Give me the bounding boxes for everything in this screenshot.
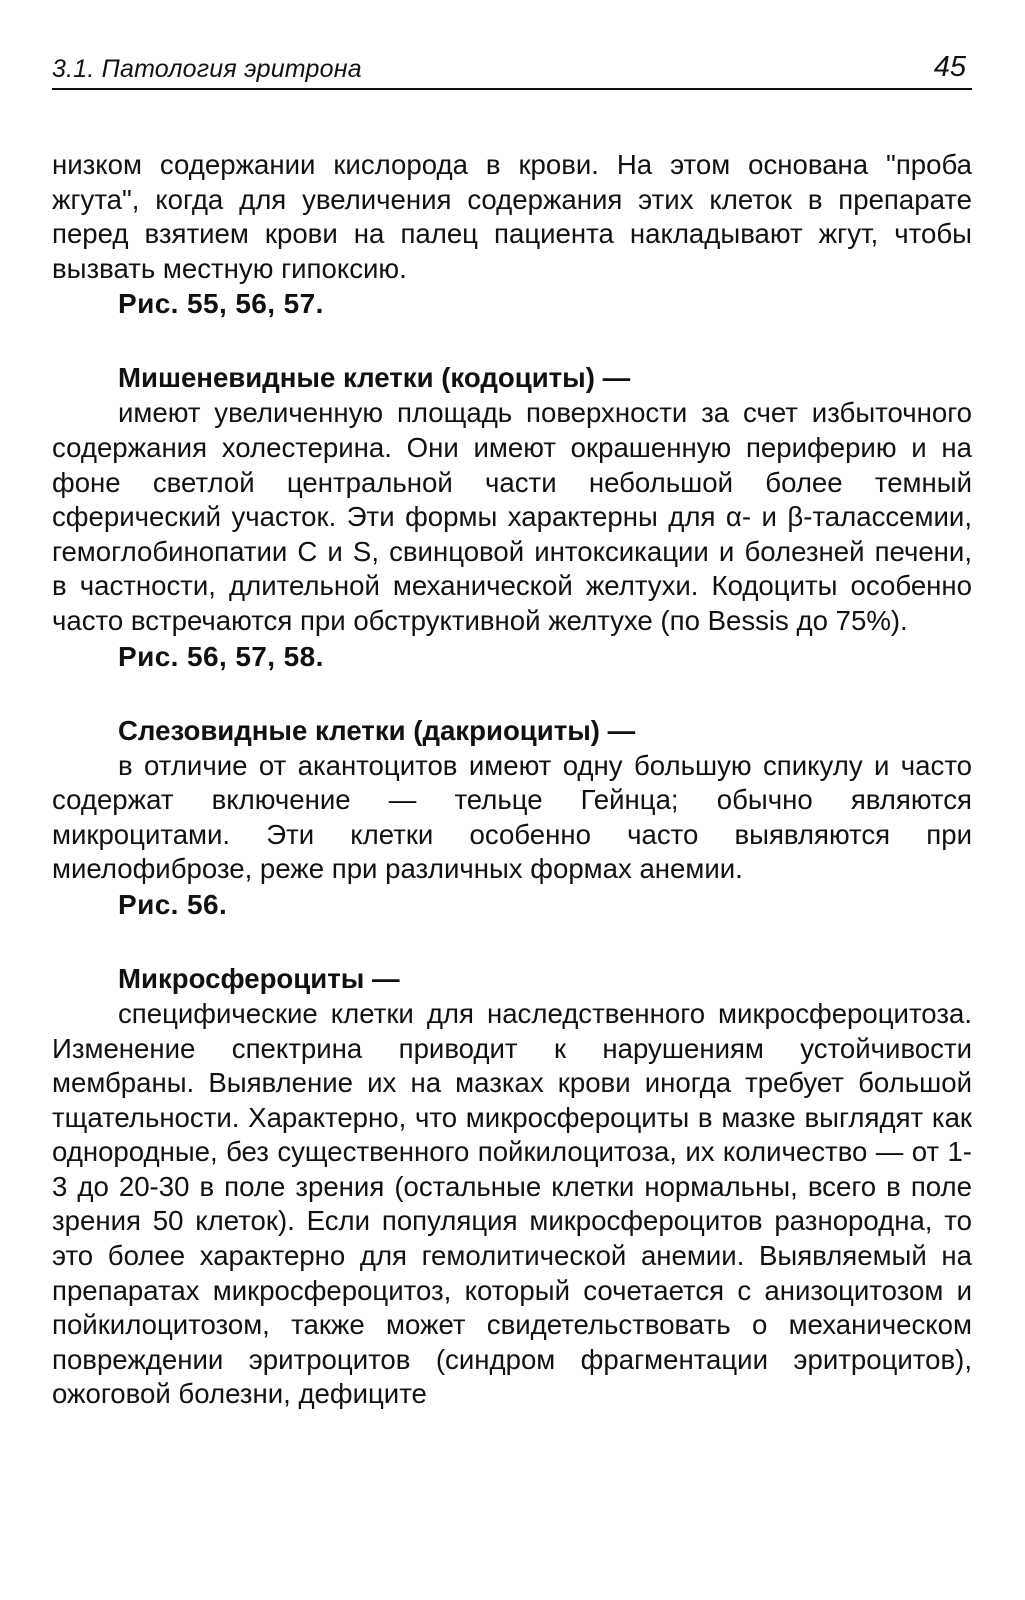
running-title: 3.1. Патология эритрона: [52, 55, 362, 83]
page-number: 45: [933, 51, 966, 83]
book-page: [52, 40, 972, 1412]
section-codocytes: [52, 360, 972, 674]
section-microspherocytes: [52, 961, 972, 1412]
intro-paragraph: низком содержании кислорода в крови. На этом основана "проба жгута", когда для увеличения содержания этих клеток в препарате перед взятием крови на палец пациента накладывают жгут, чтобы вызвать местную гипоксию.: [52, 149, 972, 284]
section-dacrocytes: [52, 713, 972, 923]
section-paragraph: в отличие от акантоцитов имеют одну большую спикулу и часто содержат включение — тельце Гейнца; обычно являются микроцитами. Эти клетки особенно часто выявляются при миелофиброзе, реже при различных формах анемии.: [52, 749, 972, 885]
section-heading: Мишеневидные клетки (кодоциты) —: [118, 362, 631, 394]
figure-reference: Рис. 56.: [118, 888, 228, 920]
section-paragraph: специфические клетки для наследственного микросфероцитоза. Изменение спектрина приводит к нарушениям устойчивости мембраны. Выявление их на мазках крови иногда требует большой тщательности. Характерно, что микросфероциты в мазке выглядят как однородные, без существенного пойкилоцитоза, их количество — от 1-3 до 20-30 в поле зрения (остальные клетки нормальны, всего в поле зрения 50 клеток). Если популяция микросфероцитов разнородна, то это более характерно для гемолитической анемии. Выявляемый на препаратах микросфероцитоз, который сочетается с анизоцитозом и пойкилоцитозом, также может свидетельствовать о механическом повреждении эритроцитов (синдром фрагментации эритроцитов), ожоговой болезни, дефиците: [52, 997, 972, 1410]
figure-reference: Рис. 55, 56, 57.: [118, 288, 324, 320]
section-heading: Микросфероциты —: [118, 962, 400, 994]
running-header: [52, 40, 972, 90]
figure-reference: Рис. 56, 57, 58.: [118, 640, 324, 672]
section-paragraph: имеют увеличенную площадь поверхности за счет избыточного содержания холестерина. Они имеют окрашенную периферию и на фоне светлой центральной части небольшой более темный сферический участок. Эти формы характерны для α- и β-талассемии, гемоглобинопатии C и S, свинцовой интоксикации и болезней печени, в частности, длительной механической желтухи. Кодоциты особенно часто встречаются при обструктивной желтухе (по Bessis до 75%).: [52, 397, 972, 636]
section-heading: Слезовидные клетки (дакриоциты) —: [118, 714, 636, 746]
